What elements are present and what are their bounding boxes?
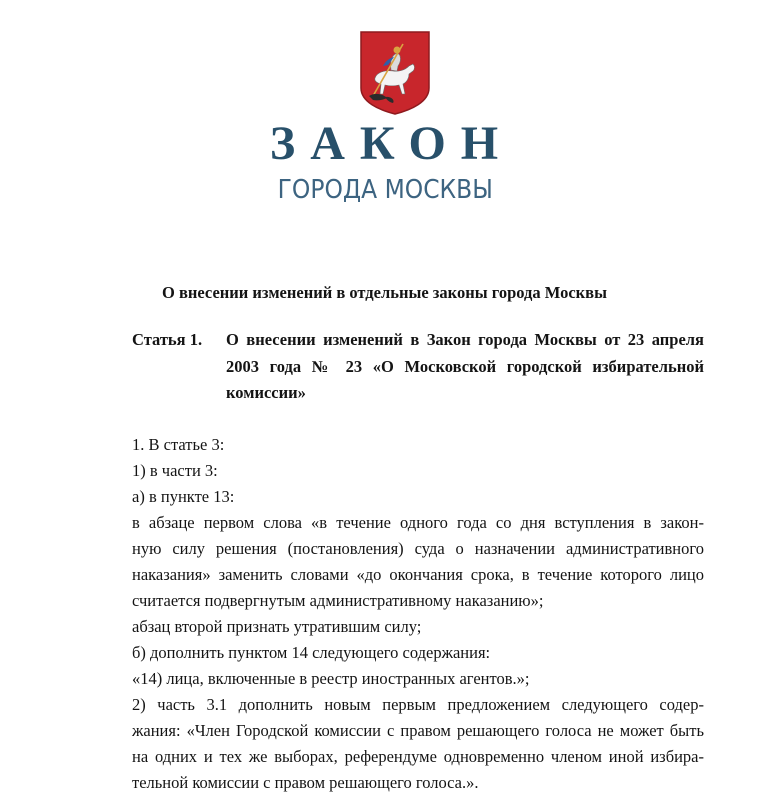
moscow-coat-of-arms-icon (359, 30, 431, 116)
paragraph-line: «14) лица, включенные в реестр иностранных агентов.»; (132, 669, 530, 688)
paragraph-line: наказания» заменить словами «до окончания срока, в течение которого лицо (132, 565, 704, 584)
law-title: ЗАКОН (269, 117, 514, 170)
law-subtitle: ГОРОДА МОСКВЫ (277, 175, 493, 205)
paragraph-line: 1. В статье 3: (132, 435, 225, 454)
document-heading: О внесении изменений в отдельные законы города Москвы (162, 283, 607, 302)
paragraph-line: а) в пункте 13: (132, 487, 235, 506)
paragraph-line: б) дополнить пунктом 14 следующего содержания: (132, 643, 491, 662)
paragraph-line: 2) часть 3.1 дополнить новым первым предложением следующего содер- (132, 695, 704, 714)
paragraph-line: ную силу решения (постановления) суда о назначении административного (132, 539, 704, 558)
paragraph-line: на одних и тех же выборах, референдуме одновременно членом иной избира- (132, 747, 704, 766)
paragraph-line: тельной комиссии с правом решающего голоса.». (132, 773, 479, 792)
article-title: О внесении изменений в Закон города Москвы от 23 апреля 2003 года № 23 «О Московской городской избирательной комиссии» (226, 330, 704, 402)
paragraph-line: 1) в части 3: (132, 461, 218, 480)
paragraph-line: жания: «Член Городской комиссии с правом решающего голоса не может быть (132, 721, 704, 740)
paragraph-line: абзац второй признать утратившим силу; (132, 617, 422, 636)
article-label: Статья 1. (132, 330, 203, 349)
paragraph-line: считается подвергнутым административному наказанию»; (132, 591, 544, 610)
paragraph-line: в абзаце первом слова «в течение одного года со дня вступления в закон- (132, 513, 704, 532)
